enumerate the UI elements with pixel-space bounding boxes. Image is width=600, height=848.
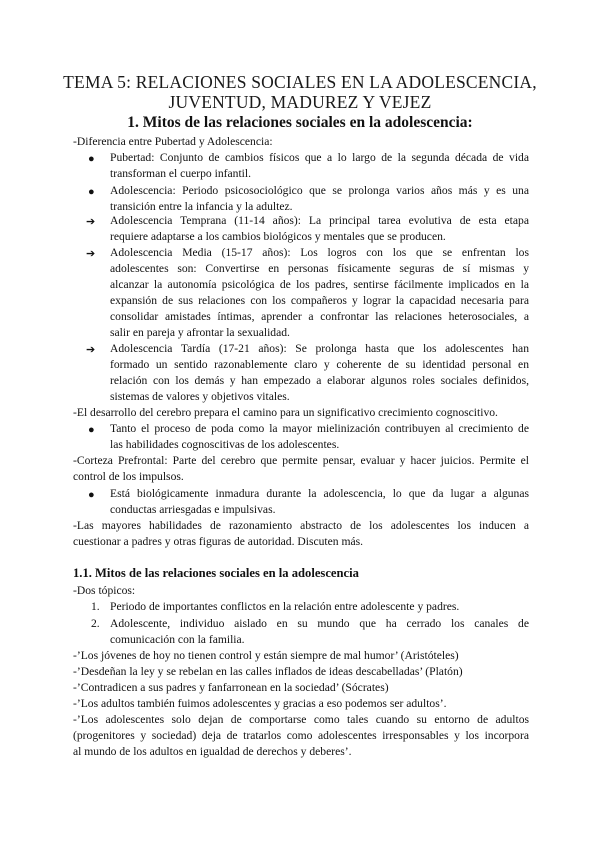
para-habilidades-line-1: -Las mayores habilidades de razonamiento abstracto de los adolescentes los inducen a: [73, 519, 529, 532]
bullet-icon: ●: [88, 186, 95, 198]
quote-platon: -’Desdeñan la ley y se rebelan en las calles inflados de ideas descabelladas’ (Platón): [73, 665, 463, 678]
bullet-inmadura-line-2: conductas arriesgadas e impulsivas.: [110, 503, 276, 516]
arrow-temprana-line-1: Adolescencia Temprana (11-14 años): La principal tarea evolutiva de esta etapa: [110, 214, 529, 227]
para-cerebro: -El desarrollo del cerebro prepara el camino para un significativo crecimiento cognoscitivo.: [73, 406, 498, 419]
quote-adolescentes-line-2: (progenitores y sociedad) deja de tratarlos como adolescentes irresponsables y los incorpora: [73, 729, 529, 742]
bullet-adolescencia-line-2: transición entre la infancia y la adultez.: [110, 200, 293, 213]
arrow-media-line-6: salir en pareja y afrontar la sexualidad.: [110, 326, 290, 339]
arrow-tardia-line-4: sistemas de valores y objetivos vitales.: [110, 390, 290, 403]
quote-aristoteles: -’Los jóvenes de hoy no tienen control y están siempre de mal humor’ (Aristóteles): [73, 649, 459, 662]
bullet-adolescencia-line-1: Adolescencia: Periodo psicosociológico que se prolonga varios años más y es una: [110, 184, 529, 197]
list-number-2: 2.: [91, 617, 100, 630]
arrow-media-line-2: adolescentes son: Convertirse en personas físicamente seguras de sí mismas y: [110, 262, 529, 275]
para-corteza-line-1: -Corteza Prefrontal: Parte del cerebro que permite pensar, evaluar y hacer juicios. Permite el: [73, 454, 529, 467]
numbered-item-2-line-2: comunicación con la familia.: [110, 633, 245, 646]
bullet-pubertad-line-2: transforman el cuerpo infantil.: [110, 167, 252, 180]
para-diferencia: -Diferencia entre Pubertad y Adolescencia:: [73, 135, 273, 148]
quote-adolescentes-line-1: -’Los adolescentes solo dejan de comportarse como tales cuando su entorno de adultos: [73, 713, 529, 726]
bullet-pubertad-line-1: Pubertad: Conjunto de cambios físicos que a lo largo de la segunda década de vida: [110, 151, 529, 164]
numbered-item-2-line-1: Adolescente, individuo aislado en su mundo que ha cerrado los canales de: [110, 617, 529, 630]
arrow-temprana-line-2: requiere adaptarse a los cambios biológicos y mentales que se producen.: [110, 230, 446, 243]
doc-title-line-2: JUVENTUD, MADUREZ Y VEJEZ: [168, 92, 432, 112]
para-habilidades-line-2: cuestionar a padres y otras figuras de autoridad. Discuten más.: [73, 535, 364, 548]
arrow-icon: ➔: [86, 344, 96, 356]
bullet-icon: ●: [88, 153, 95, 165]
arrow-tardia-line-3: relación con los demás y han empezado a elaborar algunos roles sociales definidos,: [110, 374, 529, 387]
bullet-icon: ●: [88, 424, 95, 436]
quote-adolescentes-line-3: al mundo de los adultos en igualdad de derechos y deberes’.: [73, 745, 352, 758]
bullet-poda-line-1: Tanto el proceso de poda como la mayor mielinización contribuyen al crecimiento de: [110, 422, 529, 435]
arrow-media-line-4: expansión de sus relaciones con los compañeros y lograr la capacidad necesaria para: [110, 294, 529, 307]
quote-socrates: -’Contradicen a sus padres y fanfarronean en la sociedad’ (Sócrates): [73, 681, 389, 694]
bullet-icon: ●: [88, 489, 95, 501]
arrow-media-line-5: consolidar amistades íntimas, aprender a confrontar las relaciones heterosociales, a: [110, 310, 529, 323]
quote-adultos: -’Los adultos también fuimos adolescentes y gracias a eso podemos ser adultos’.: [73, 697, 447, 710]
para-dos-topicos: -Dos tópicos:: [73, 584, 136, 597]
bullet-poda-line-2: las habilidades cognoscitivas de los adolescentes.: [110, 438, 340, 451]
arrow-media-line-3: alcanzar la autonomía psicológica de los padres, sentirse fácilmente implicados en la: [110, 278, 529, 291]
arrow-media-line-1: Adolescencia Media (15-17 años): Los logros con los que se enfrentan los: [110, 246, 529, 259]
section-1-1-heading: 1.1. Mitos de las relaciones sociales en la adolescencia: [73, 566, 359, 580]
arrow-icon: ➔: [86, 216, 96, 228]
section-1-heading: 1. Mitos de las relaciones sociales en la adolescencia:: [127, 114, 473, 131]
numbered-item-1: Periodo de importantes conflictos en la relación entre adolescente y padres.: [110, 600, 460, 613]
bullet-inmadura-line-1: Está biológicamente inmadura durante la adolescencia, lo que da lugar a algunas: [110, 487, 529, 500]
arrow-tardia-line-1: Adolescencia Tardía (17-21 años): Se prolonga hasta que los adolescentes han: [110, 342, 529, 355]
arrow-tardia-line-2: formado un sentido razonablemente claro y coherente de su identidad personal en: [110, 358, 529, 371]
doc-title-line-1: TEMA 5: RELACIONES SOCIALES EN LA ADOLESCENCIA,: [63, 72, 537, 92]
para-corteza-line-2: control de los impulsos.: [73, 470, 184, 483]
list-number-1: 1.: [91, 600, 100, 613]
arrow-icon: ➔: [86, 248, 96, 260]
